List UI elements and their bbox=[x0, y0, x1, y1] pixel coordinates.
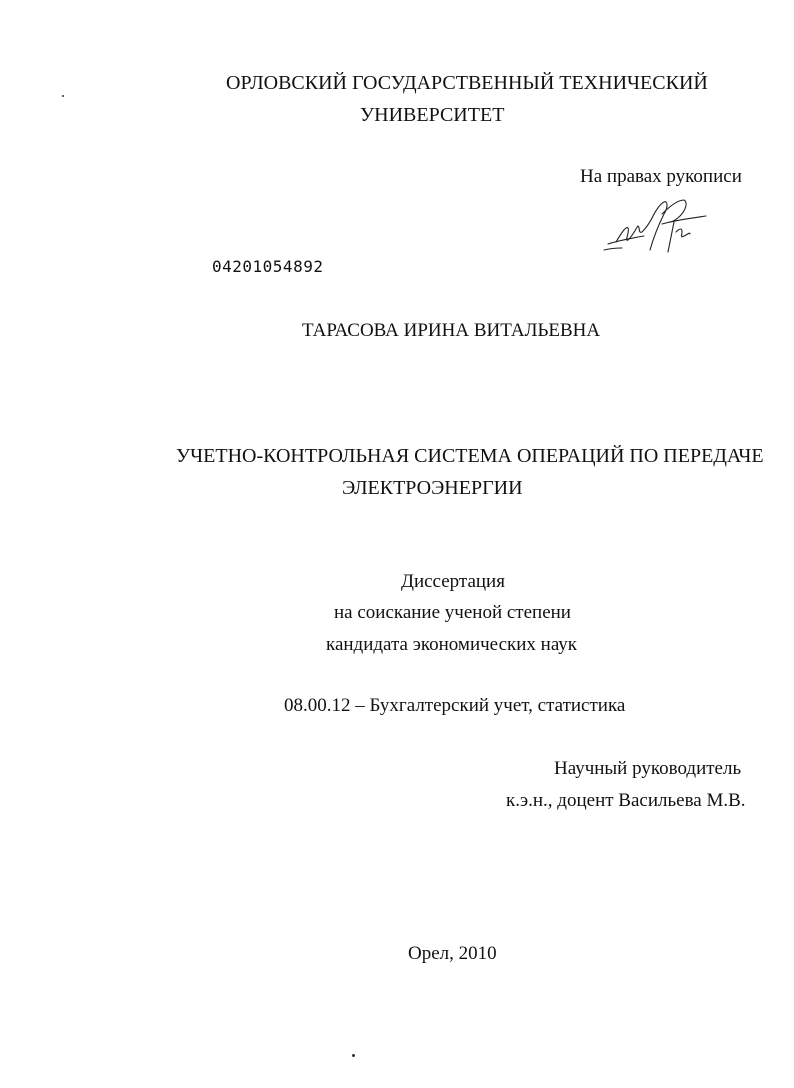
author-name: ТАРАСОВА ИРИНА ВИТАЛЬЕВНА bbox=[302, 320, 601, 341]
handwritten-signature bbox=[602, 192, 708, 258]
scan-speck bbox=[62, 95, 64, 97]
supervisor-label: Научный руководитель bbox=[554, 758, 742, 779]
scan-speck bbox=[352, 1054, 355, 1057]
institution-name-line2: УНИВЕРСИТЕТ bbox=[360, 104, 505, 126]
manuscript-rights-note: На правах рукописи bbox=[580, 166, 742, 187]
degree-line1: на соискание ученой степени bbox=[334, 602, 571, 623]
specialty-code: 08.00.12 – Бухгалтерский учет, статистика bbox=[284, 695, 626, 716]
dissertation-title-line1: УЧЕТНО-КОНТРОЛЬНАЯ СИСТЕМА ОПЕРАЦИЙ ПО ПЕРЕДАЧЕ bbox=[176, 445, 764, 467]
city-year: Орел, 2010 bbox=[408, 943, 497, 964]
degree-line2: кандидата экономических наук bbox=[326, 634, 578, 655]
dissertation-title-line2: ЭЛЕКТРОЭНЕРГИИ bbox=[342, 477, 523, 499]
registration-number: 04201054892 bbox=[212, 257, 324, 276]
institution-name-line1: ОРЛОВСКИЙ ГОСУДАРСТВЕННЫЙ ТЕХНИЧЕСКИЙ bbox=[226, 72, 708, 94]
work-type: Диссертация bbox=[401, 571, 505, 592]
supervisor-name: к.э.н., доцент Васильева М.В. bbox=[506, 790, 746, 811]
